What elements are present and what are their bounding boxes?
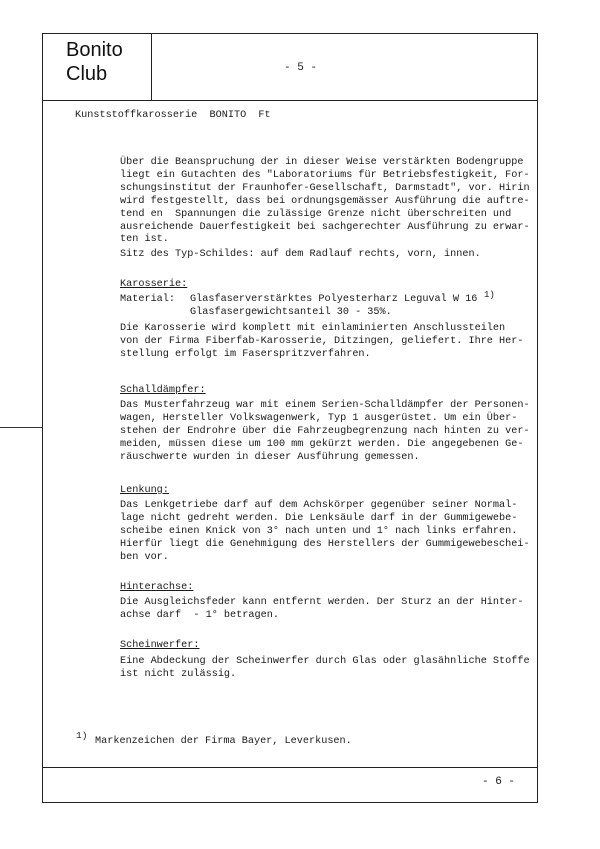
text-line: ausreichende Dauerfestigkeit bei sachgerechter Ausführung zu erwar- [120,221,530,233]
section-heading-schalldaempfer: Schalldämpfer: [120,385,206,396]
footnote-text: Markenzeichen der Firma Bayer, Leverkusen. [95,736,352,747]
text-line: scheibe einen Knick von 3° nach unten und 1° nach links erfahren. [120,525,518,537]
text-line: meiden, müssen diese um 100 mm gekürzt werden. Die angegebenen Ge- [120,438,524,450]
section-heading-scheinwerfer: Scheinwerfer: [120,640,200,651]
footer-divider [42,767,538,768]
text-line: Hierfür liegt die Genehmigung des Herstellers der Gummigewebeschei- [120,538,530,550]
text-line: liegt ein Gutachten des "Laboratoriums für Betriebsfestigkeit, For- [120,169,530,181]
logo-divider [151,33,152,101]
material-line-2: Glasfasergewichtsanteil 30 - 35%. [190,307,392,318]
text-line: wagen, Hersteller Volkswagenwerk, Typ 1 ausgerüstet. Um ein Über- [120,412,518,424]
material-line-1: Glasfaserverstärktes Polyesterharz Leguval W 16 [190,294,478,305]
text-line: Das Musterfahrzeug war mit einem Serien-Schalldämpfer der Personen- [120,400,530,411]
logo-line-2: Club [66,63,108,85]
section-heading-lenkung: Lenkung: [120,485,169,496]
text-line: räuschwerte wurden in dieser Ausführung gemessen. [120,451,420,463]
margin-mark [0,427,42,428]
text-line: Die Ausgleichsfeder kann entfernt werden. Der Sturz an der Hinter- [120,597,524,608]
page-number: - 5 - [284,62,318,74]
text-line: Die Karosserie wird komplett mit einlaminierten Anschlussteilen [120,323,506,334]
text-line: wird festgestellt, dass bei ordnungsgemässer Ausführung die auftre- [120,195,530,207]
material-label: Material: [120,294,176,305]
text-line: stellung erfolgt im Faserspritzverfahren. [120,348,371,360]
text-line: stehen der Endrohre über die Fahrzeugbegrenzung nach hinten zu ver- [120,425,530,437]
text-line: schungsinstitut der Fraunhofer-Gesellschaft, Darmstadt", vor. Hirin [120,182,530,194]
club-logo [66,38,123,86]
document-title: Kunststoffkarosserie BONITO Ft [75,110,271,121]
text-line: ben vor. [120,551,169,563]
text-line: Das Lenkgetriebe darf auf dem Achskörper gegenüber seiner Normal- [120,500,518,511]
section-heading-hinterachse: Hinterachse: [120,582,194,593]
text-line: lage nicht gedreht werden. Die Lenksäule darf in der Gummigewebe- [120,512,518,524]
footnote-ref: 1) [484,290,495,300]
text-line: Eine Abdeckung der Scheinwerfer durch Glas oder glasähnliche Stoffe [120,656,530,667]
text-line: ist nicht zulässig. [120,668,237,680]
next-page-number: - 6 - [482,776,516,788]
text-line: von der Firma Fiberfab-Karosserie, Ditzingen, geliefert. Ihre Her- [120,335,524,347]
text-line: ten ist. [120,234,169,246]
header-divider [42,100,538,101]
section-heading-karosserie: Karosserie: [120,279,188,290]
text-line: tend en Spannungen die zulässige Grenze nicht überschreiten und [120,208,512,220]
text-line: achse darf - 1° betragen. [120,609,279,621]
text-line: Über die Beanspruchung der in dieser Weise verstärkten Bodengruppe [120,157,524,168]
type-plate-location: Sitz des Typ-Schildes: auf dem Radlauf rechts, vorn, innen. [120,249,481,260]
logo-line-1: Bonito [66,39,123,61]
footnote-marker: 1) [76,730,88,741]
